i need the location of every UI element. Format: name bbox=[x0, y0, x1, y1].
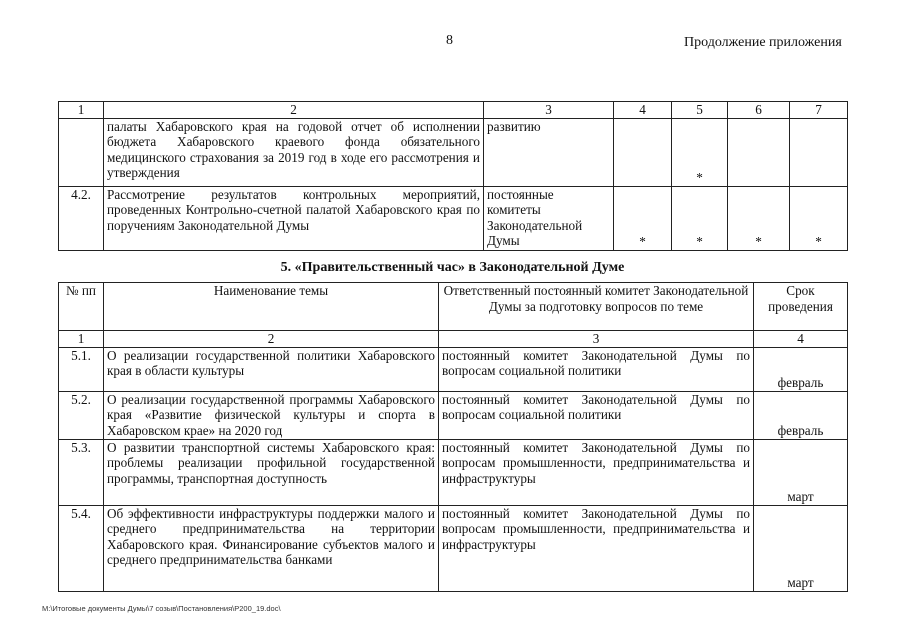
header-topic: Наименование темы bbox=[104, 283, 439, 331]
table-row bbox=[59, 505, 848, 591]
table-row bbox=[59, 347, 848, 391]
row-responsible: постоянный комитет Законодательной Думы по вопросам промышленности, предпринимательства и инфраструктуры bbox=[439, 439, 754, 505]
row-responsible: постоянный комитет Законодательной Думы по вопросам социальной политики bbox=[439, 391, 754, 439]
row-responsible: постоянные комитеты Законодательной Думы bbox=[484, 186, 614, 250]
row-mark: * bbox=[614, 186, 672, 250]
col-number: 2 bbox=[104, 331, 439, 348]
col-number: 1 bbox=[59, 331, 104, 348]
row-deadline: март bbox=[754, 505, 848, 591]
col-number: 7 bbox=[790, 102, 848, 119]
row-number: 4.2. bbox=[59, 186, 104, 250]
row-topic: Об эффективности инфраструктуры поддержки малого и среднего предпринимательства на территории Хабаровского края. Финансирование субъектов малого и среднего предпринимательства банками bbox=[104, 505, 439, 591]
table-section-5 bbox=[58, 282, 848, 592]
file-path-footer: M:\Итоговые документы Думы\7 созыв\Постановления\P200_19.doc\ bbox=[42, 604, 281, 613]
header-responsible: Ответственный постоянный комитет Законодательной Думы за подготовку вопросов по теме bbox=[439, 283, 754, 331]
header-deadline: Срок проведения bbox=[754, 283, 848, 331]
col-number: 4 bbox=[614, 102, 672, 119]
row-responsible: постоянный комитет Законодательной Думы по вопросам промышленности, предпринимательства и инфраструктуры bbox=[439, 505, 754, 591]
col-number: 3 bbox=[439, 331, 754, 348]
row-mark: * bbox=[672, 186, 728, 250]
col-number: 3 bbox=[484, 102, 614, 119]
row-number bbox=[59, 118, 104, 186]
row-responsible: постоянный комитет Законодательной Думы по вопросам социальной политики bbox=[439, 347, 754, 391]
header-row bbox=[59, 283, 848, 331]
col-number: 6 bbox=[728, 102, 790, 119]
table-section-4 bbox=[58, 101, 848, 251]
row-number: 5.4. bbox=[59, 505, 104, 591]
page-number: 8 bbox=[446, 33, 453, 48]
header-num: № пп bbox=[59, 283, 104, 331]
column-number-row bbox=[59, 331, 848, 348]
row-number: 5.2. bbox=[59, 391, 104, 439]
col-number: 2 bbox=[104, 102, 484, 119]
col-number: 5 bbox=[672, 102, 728, 119]
row-mark: * bbox=[672, 118, 728, 186]
col-number: 4 bbox=[754, 331, 848, 348]
table-row bbox=[59, 439, 848, 505]
row-deadline: февраль bbox=[754, 347, 848, 391]
row-mark bbox=[790, 118, 848, 186]
row-mark bbox=[614, 118, 672, 186]
section-title: 5. «Правительственный час» в Законодательной Думе bbox=[280, 260, 625, 275]
row-topic: О развитии транспортной системы Хабаровского края: проблемы реализации профильной государственной программы, транспортная доступность bbox=[104, 439, 439, 505]
table-row bbox=[59, 391, 848, 439]
row-responsible: развитию bbox=[484, 118, 614, 186]
row-mark bbox=[728, 118, 790, 186]
row-mark: * bbox=[728, 186, 790, 250]
row-topic: палаты Хабаровского края на годовой отчет об исполнении бюджета Хабаровского краевого фонда обязательного медицинского страхования за 2019 год в ходе его рассмотрения и утверждения bbox=[104, 118, 484, 186]
row-mark: * bbox=[790, 186, 848, 250]
row-topic: О реализации государственной политики Хабаровского края в области культуры bbox=[104, 347, 439, 391]
col-number: 1 bbox=[59, 102, 104, 119]
table-row bbox=[59, 118, 848, 186]
row-number: 5.3. bbox=[59, 439, 104, 505]
row-topic: О реализации государственной программы Хабаровского края «Развитие физической культуры и спорта в Хабаровском крае» на 2020 год bbox=[104, 391, 439, 439]
row-topic: Рассмотрение результатов контрольных мероприятий, проведенных Контрольно-счетной палатой Хабаровского края по поручениям Законодательной Думы bbox=[104, 186, 484, 250]
row-number: 5.1. bbox=[59, 347, 104, 391]
continuation-label: Продолжение приложения bbox=[684, 35, 842, 50]
column-number-row bbox=[59, 102, 848, 119]
table-row bbox=[59, 186, 848, 250]
row-deadline: февраль bbox=[754, 391, 848, 439]
row-deadline: март bbox=[754, 439, 848, 505]
